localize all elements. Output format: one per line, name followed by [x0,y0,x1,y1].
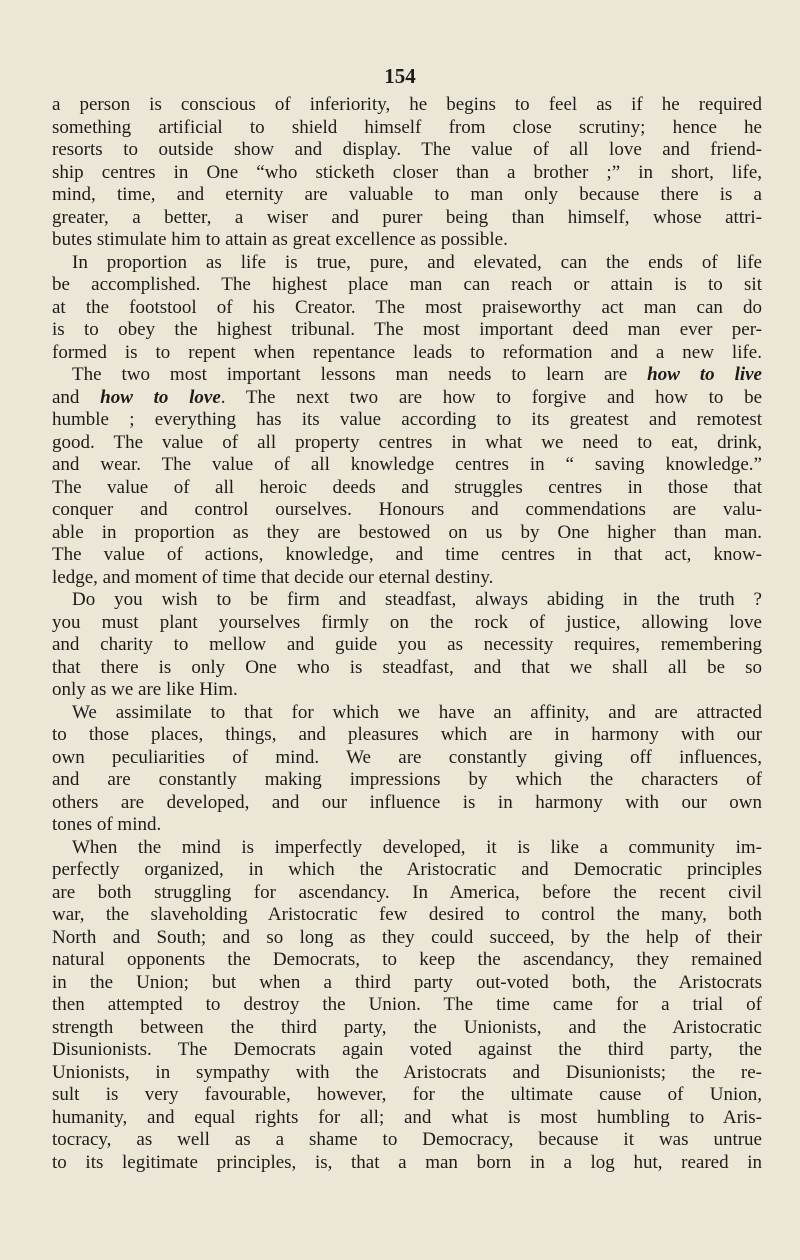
text-line: and are constantly making impressions by which the characters of [52,769,762,790]
text-line: strength between the third party, the Unionists, and the Aristocratic [52,1016,762,1038]
text-line: that there is only One who is steadfast, and that we shall all be so [52,656,762,678]
text-line: humanity, and equal rights for all; and what is most humbling to Aris- [52,1106,762,1128]
text-line: sult is very favourable, however, for the ultimate cause of Union, [52,1084,762,1105]
text-line: We assimilate to that for which we have an affinity, and are attracted [72,701,762,723]
text-line: The value of actions, knowledge, and time centres in that act, know- [52,544,762,565]
text-line: mind, time, and eternity are valuable to man only because there is a [52,184,762,205]
text-line: natural opponents the Democrats, to keep the ascendancy, they remained [52,949,762,970]
text-run: and [52,386,101,408]
text-line: is to obey the highest tribunal. The most important deed man ever per- [52,319,762,340]
text-line: own peculiarities of mind. We are constantly giving off influences, [52,746,762,768]
text-line: then attempted to destroy the Union. The time came for a trial of [52,994,762,1015]
text-line: and wear. The value of all knowledge centres in “ saving knowledge.” [52,454,762,475]
text-line: in the Union; but when a third party out-voted both, the Aristocrats [52,971,762,993]
text-line: The value of all heroic deeds and struggles centres in those that [52,476,762,498]
text-line: something artificial to shield himself from close scrutiny; hence he [52,116,762,138]
text-line: at the footstool of his Creator. The most praiseworthy act man can do [52,296,762,318]
text-line: to those places, things, and pleasures which are in harmony with our [52,724,762,745]
emphasis-text: how to live [647,364,762,385]
text-line: butes stimulate him to attain as great excellence as possible. [52,229,508,250]
text-line: ledge, and moment of time that decide our eternal destiny. [52,566,494,588]
text-line: When the mind is imperfectly developed, it is like a community im- [72,836,762,858]
text-line: others are developed, and our influence is in harmony with our own [52,791,762,813]
text-line: a person is conscious of inferiority, he begins to feel as if he required [52,94,762,115]
text-line: Do you wish to be firm and steadfast, always abiding in the truth ? [72,589,762,610]
text-line: formed is to repent when repentance leads to reformation and a new life. [52,341,762,363]
text-line: are both struggling for ascendancy. In America, before the recent civil [52,881,762,903]
text-line: North and South; and so long as they could succeed, by the help of their [52,926,762,948]
text-line: greater, a better, a wiser and purer being than himself, whose attri- [52,206,762,228]
text-line [52,387,762,410]
text-line: In proportion as life is true, pure, and elevated, can the ends of life [72,251,762,273]
text-run: . The next two are how to forgive and how to be [220,386,763,408]
text-line: tones of mind. [52,814,162,835]
text-line: be accomplished. The highest place man can reach or attain is to sit [52,274,762,295]
page-number: 154 [384,64,416,88]
text-line: Unionists, in sympathy with the Aristocrats and Disunionists; the re- [52,1061,762,1083]
text-line: resorts to outside show and display. The value of all love and friend- [52,139,762,160]
text-line: to its legitimate principles, is, that a man born in a log hut, reared in [52,1151,762,1173]
text-run: The two most important lessons man needs to learn are [72,364,648,385]
text-line: able in proportion as they are bestowed on us by One higher than man. [52,521,762,543]
emphasis-text: how to love [100,386,221,408]
text-line: and charity to mellow and guide you as necessity requires, remembering [52,634,762,655]
text-line: you must plant yourselves firmly on the rock of justice, allowing love [52,611,762,633]
text-line [52,364,762,387]
body-text [52,94,762,1174]
text-line: only as we are like Him. [52,679,238,700]
text-line: war, the slaveholding Aristocratic few desired to control the many, both [52,904,762,925]
text-line: Disunionists. The Democrats again voted against the third party, the [52,1039,762,1060]
text-line: tocracy, as well as a shame to Democracy, because it was untrue [52,1129,762,1150]
text-line: good. The value of all property centres in what we need to eat, drink, [52,431,762,453]
text-line: perfectly organized, in which the Aristocratic and Democratic principles [52,859,762,880]
text-line: ship centres in One “who sticketh closer than a brother ;” in short, life, [52,161,762,183]
text-line: conquer and control ourselves. Honours and commendations are valu- [52,499,762,520]
text-line: humble ; everything has its value according to its greatest and remotest [52,409,762,430]
